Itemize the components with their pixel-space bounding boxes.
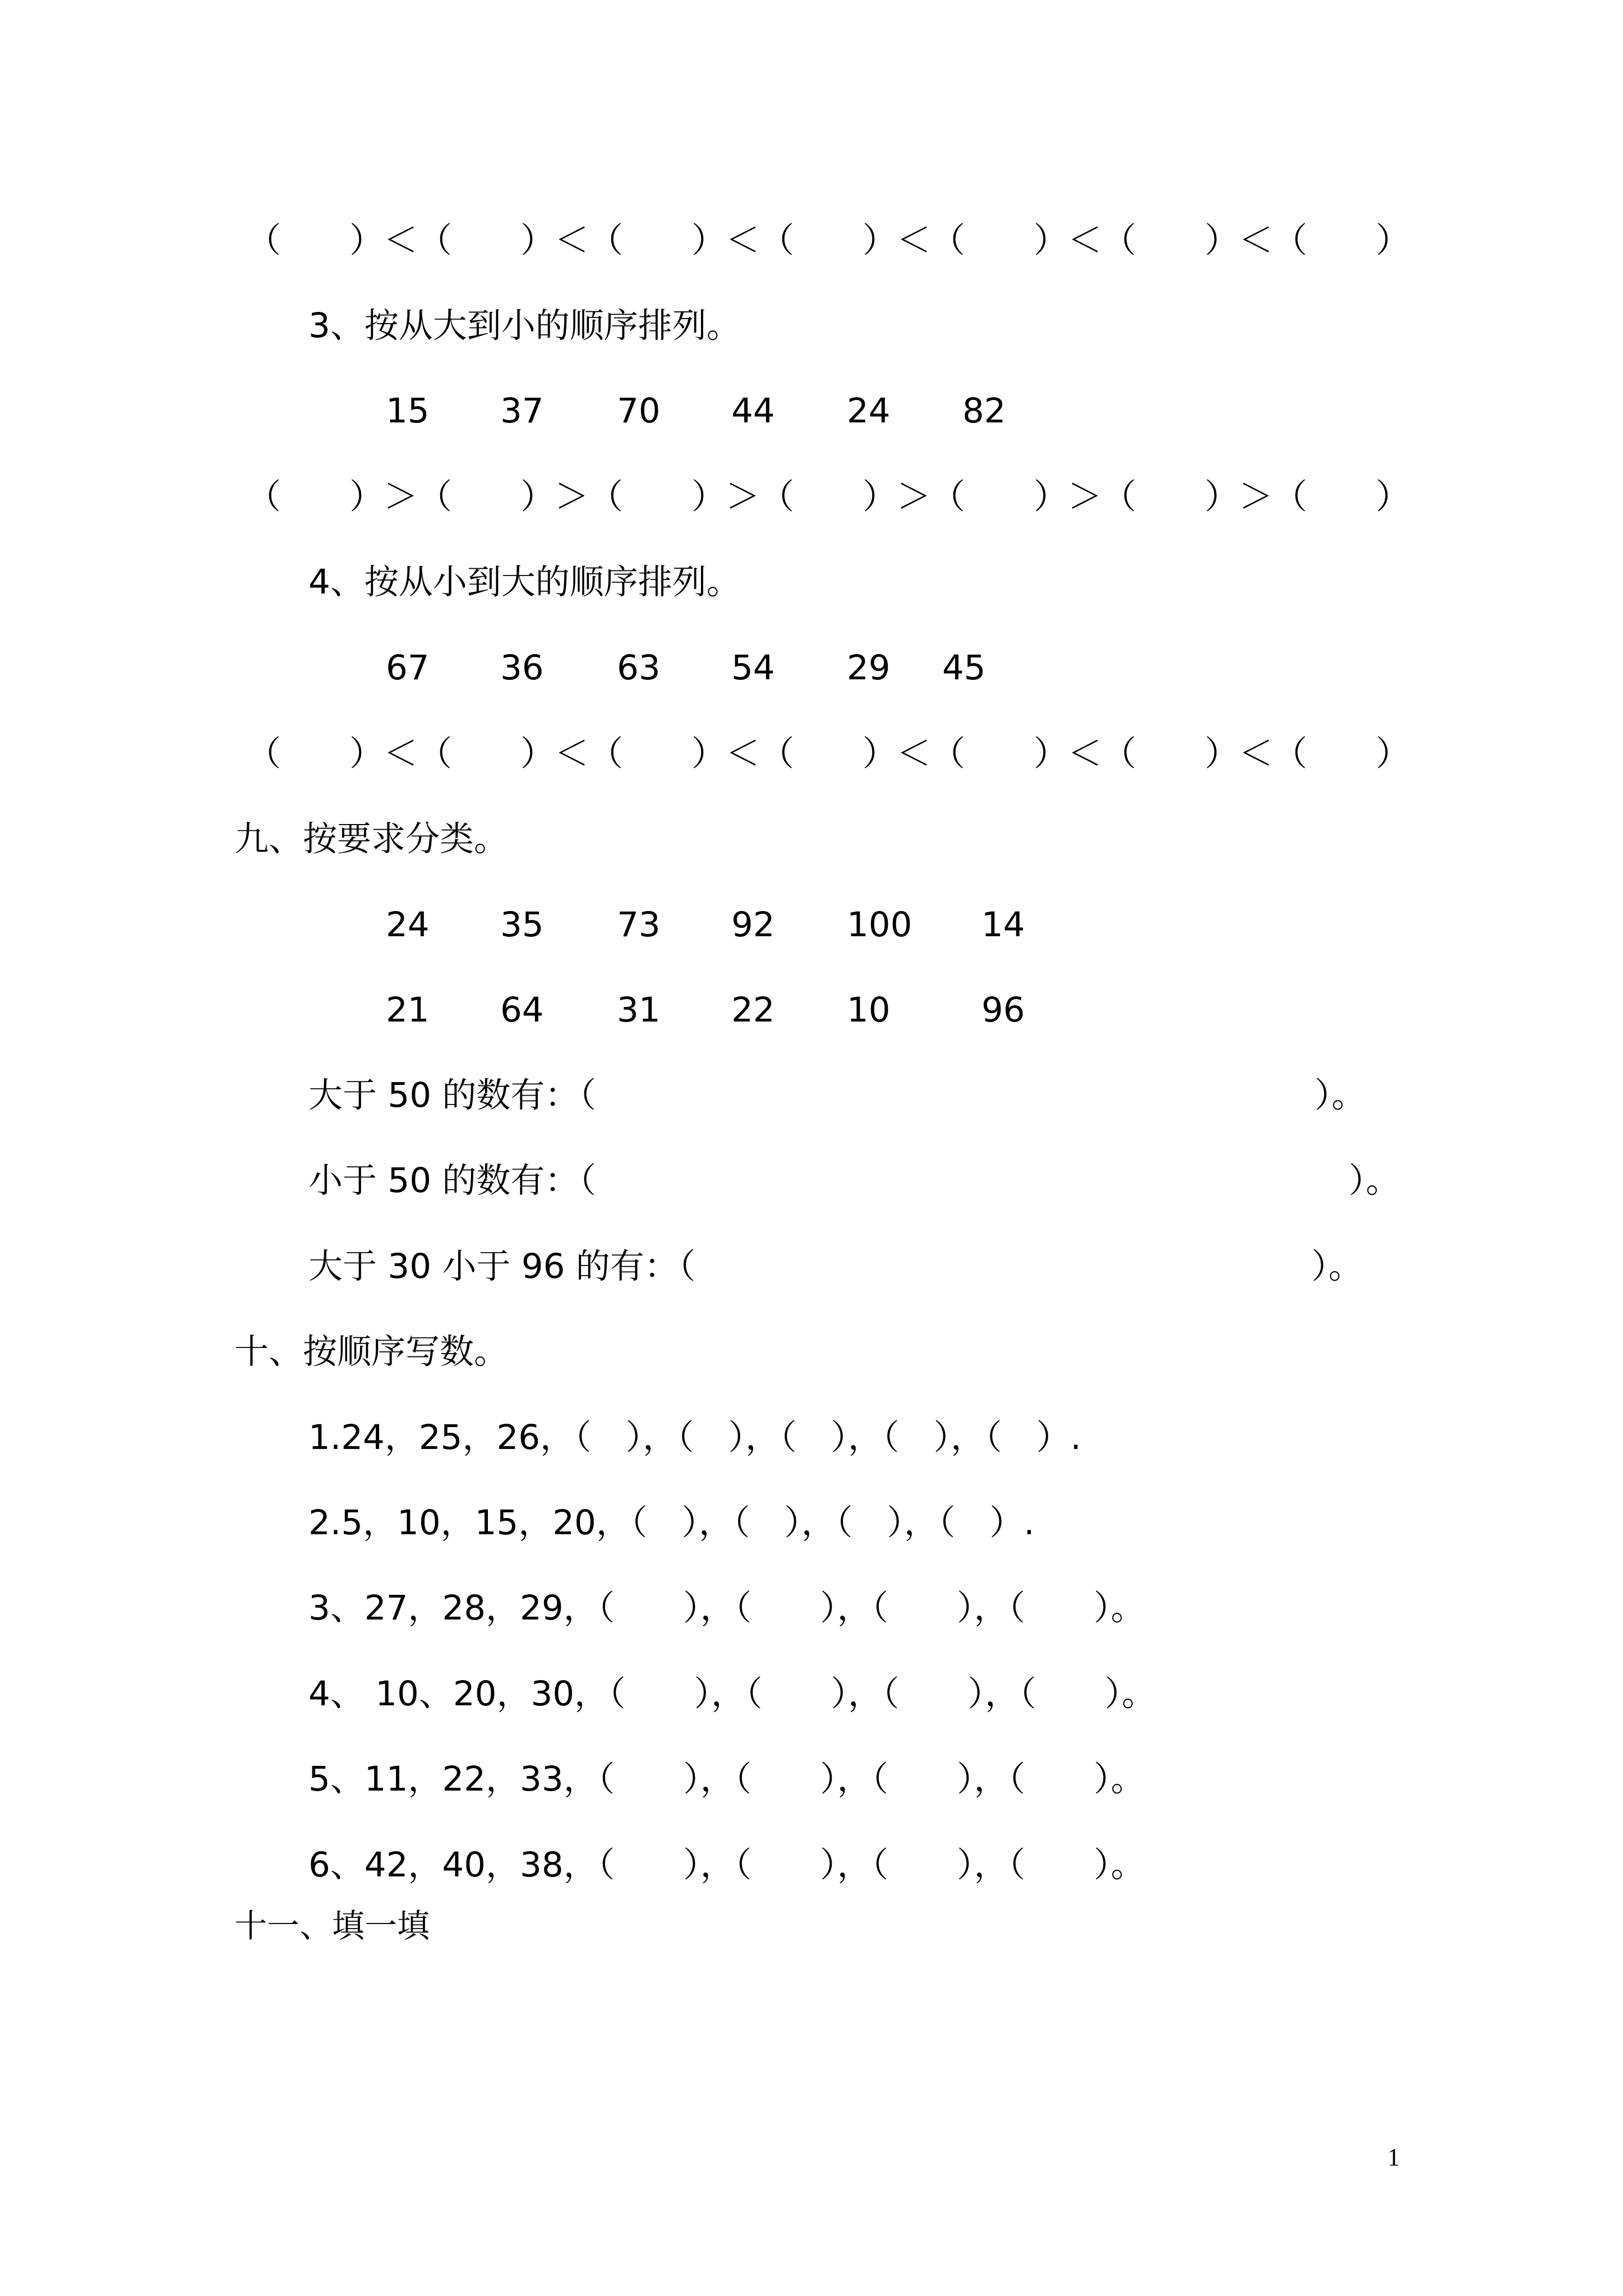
less-than-blanks-row: （ ）＜（ ）＜（ ）＜（ ）＜（ ）＜（ ）＜（ ） bbox=[247, 734, 1410, 774]
number-item: 63 bbox=[617, 648, 661, 688]
section-10-title: 十、按顺序写数。 bbox=[234, 1332, 509, 1372]
q4-title: 4、按从小到大的顺序排列。 bbox=[308, 562, 741, 602]
number-item: 54 bbox=[731, 648, 775, 688]
fill-between-30-and-96: 大于 30 小于 96 的有：（ ）。 bbox=[308, 1246, 1363, 1286]
number-item: 14 bbox=[981, 905, 1025, 945]
number-item: 35 bbox=[500, 905, 544, 945]
less-than-blanks-row: （ ）＜（ ）＜（ ）＜（ ）＜（ ）＜（ ）＜（ ） bbox=[247, 220, 1410, 260]
number-item: 21 bbox=[386, 990, 430, 1030]
q4-number-row bbox=[0, 648, 1623, 690]
number-item: 64 bbox=[500, 990, 544, 1030]
sequence-item-6: 6、42，40，38，（ ），（ ），（ ），（ ）。 bbox=[308, 1845, 1145, 1885]
number-item: 36 bbox=[500, 648, 544, 688]
number-item: 37 bbox=[500, 391, 544, 431]
page-number: 1 bbox=[1387, 2143, 1400, 2171]
number-item: 73 bbox=[617, 905, 661, 945]
q3-number-row bbox=[0, 391, 1623, 433]
sequence-item-1: 1.24，25，26，（ ），（ ），（ ），（ ），（ ）. bbox=[308, 1418, 1081, 1457]
number-item: 22 bbox=[731, 990, 775, 1030]
greater-than-blanks-row: （ ）＞（ ）＞（ ）＞（ ）＞（ ）＞（ ）＞（ ） bbox=[247, 477, 1410, 517]
number-item: 15 bbox=[386, 391, 430, 431]
section-9-title: 九、按要求分类。 bbox=[234, 819, 509, 859]
q3-title: 3、按从大到小的顺序排列。 bbox=[308, 306, 741, 346]
number-item: 67 bbox=[386, 648, 430, 688]
number-item: 44 bbox=[731, 391, 775, 431]
sequence-item-5: 5、11，22，33，（ ），（ ），（ ），（ ）。 bbox=[308, 1759, 1145, 1799]
sequence-item-3: 3、27，28，29，（ ），（ ），（ ），（ ）。 bbox=[308, 1588, 1145, 1628]
number-item: 45 bbox=[942, 648, 986, 688]
number-item: 24 bbox=[386, 905, 430, 945]
section-11-title: 十一、填一填 bbox=[234, 1907, 430, 1945]
fill-less-than-50: 小于 50 的数有：（ ）。 bbox=[308, 1161, 1400, 1200]
number-item: 24 bbox=[847, 391, 891, 431]
sequence-item-4: 4、 10、20，30，（ ），（ ），（ ），（ ）。 bbox=[308, 1674, 1156, 1714]
section-9-number-row-1 bbox=[0, 905, 1623, 947]
fill-greater-than-50: 大于 50 的数有：（ ）。 bbox=[308, 1075, 1366, 1115]
number-item: 10 bbox=[847, 990, 891, 1030]
number-item: 92 bbox=[731, 905, 775, 945]
number-item: 31 bbox=[617, 990, 661, 1030]
sequence-item-2: 2.5，10，15，20，（ ），（ ），（ ），（ ）. bbox=[308, 1503, 1035, 1543]
number-item: 82 bbox=[962, 391, 1006, 431]
section-9-number-row-2 bbox=[0, 990, 1623, 1032]
number-item: 96 bbox=[981, 990, 1025, 1030]
number-item: 100 bbox=[847, 905, 912, 945]
number-item: 29 bbox=[847, 648, 891, 688]
number-item: 70 bbox=[617, 391, 661, 431]
